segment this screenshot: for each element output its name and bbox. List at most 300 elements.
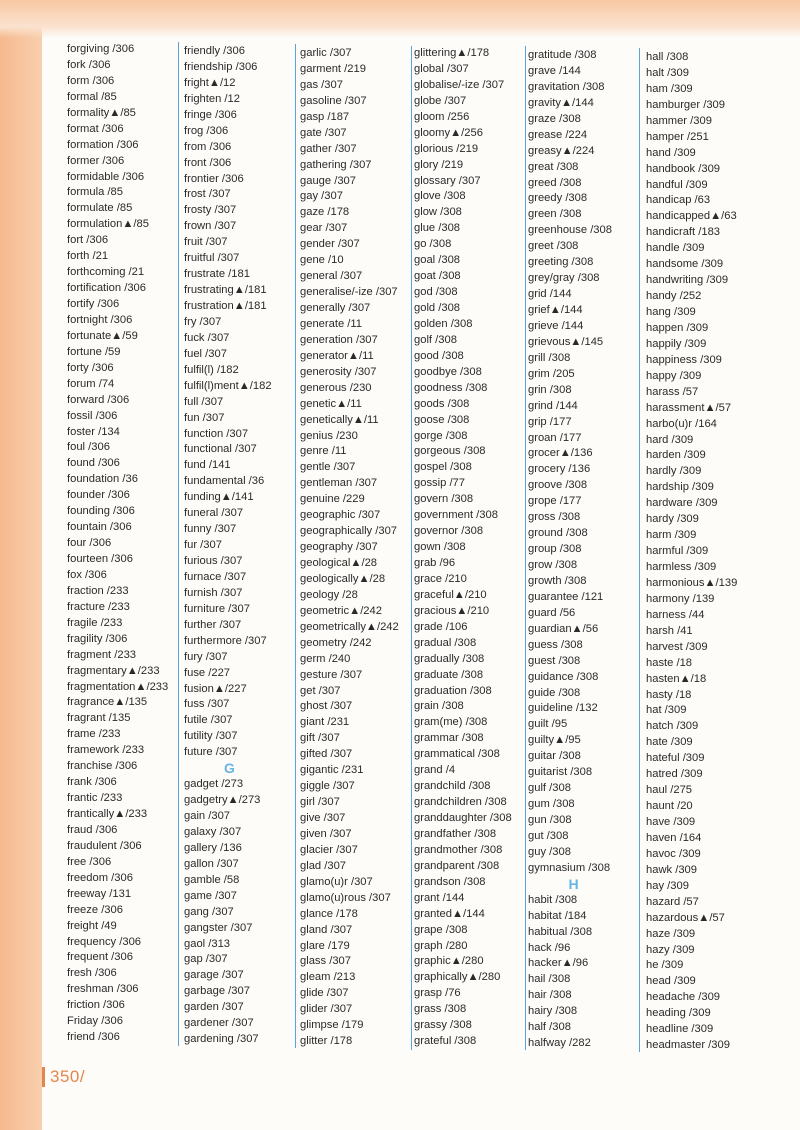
index-entry: fragmentation▲/233	[67, 680, 169, 693]
index-entry: genius /230	[300, 429, 358, 442]
index-entry: guitar /308	[528, 750, 581, 763]
index-entry: generosity /307	[300, 365, 377, 378]
index-entry: gene /10	[300, 254, 344, 267]
index-entry: grandmother /308	[414, 843, 503, 856]
index-entry: four /306	[67, 537, 112, 550]
index-entry: fusion▲/227	[184, 682, 247, 695]
index-entry: fuse /227	[184, 666, 231, 679]
index-entry: garage /307	[184, 969, 244, 982]
index-entry: game /307	[184, 889, 237, 902]
index-entry: forthcoming /21	[67, 266, 145, 279]
index-entry: hazy /309	[646, 943, 695, 956]
index-entry: glorious /219	[414, 142, 479, 155]
index-entry: gross /308	[528, 511, 581, 524]
index-entry: hawk /309	[646, 863, 697, 876]
index-entry: hasten▲/18	[646, 672, 707, 685]
index-entry: gamble /58	[184, 873, 240, 886]
index-entry: haul /275	[646, 784, 693, 797]
index-entry: grandchildren /308	[414, 796, 507, 809]
index-entry: havoc /309	[646, 847, 701, 860]
index-entry: halt /309	[646, 66, 689, 79]
index-entry: format /306	[67, 122, 124, 135]
index-entry: geometrically▲/242	[300, 620, 399, 633]
index-entry: fossil /306	[67, 409, 118, 422]
index-entry: generate /11	[300, 317, 362, 330]
index-entry: genetically▲/11	[300, 413, 379, 426]
index-entry: furthermore /307	[184, 634, 267, 647]
index-entry: girl /307	[300, 796, 340, 809]
index-entry: frequent /306	[67, 951, 133, 964]
index-entry: geographic /307	[300, 509, 381, 522]
index-entry: funding▲/141	[184, 491, 254, 504]
section-letter: H	[568, 875, 579, 892]
index-entry: harvest /309	[646, 640, 708, 653]
index-entry: fulfil(l) /182	[184, 363, 239, 376]
index-entry: hardship /309	[646, 481, 714, 494]
top-color-band	[0, 0, 800, 38]
index-entry: grant /144	[414, 891, 465, 904]
index-entry: grocery /136	[528, 463, 591, 476]
index-entry: happy /309	[646, 369, 702, 382]
index-entry: headache /309	[646, 991, 721, 1004]
index-entry: habitat /184	[528, 909, 587, 922]
index-entry: gloomy▲/256	[414, 126, 483, 139]
index-entry: halfway /282	[528, 1037, 591, 1050]
index-entry: formality▲/85	[67, 106, 136, 119]
index-entry: franchise /306	[67, 760, 138, 773]
index-entry: greeting /308	[528, 256, 594, 269]
index-entry: hate /309	[646, 736, 693, 749]
index-entry: ground /308	[528, 527, 588, 540]
index-entry: glacier /307	[300, 843, 358, 856]
index-entry: forum /74	[67, 377, 115, 390]
index-entry: handsome /309	[646, 258, 724, 271]
index-entry: habit /308	[528, 893, 578, 906]
index-entry: hardware /309	[646, 497, 718, 510]
index-entry: handle /309	[646, 242, 705, 255]
index-entry: galaxy /307	[184, 825, 242, 838]
index-entry: graphic▲/280	[414, 955, 484, 968]
index-entry: from /306	[184, 140, 232, 153]
index-entry: genetic▲/11	[300, 397, 362, 410]
index-entry: greenhouse /308	[528, 224, 612, 237]
index-entry: glow /308	[414, 206, 462, 219]
index-entry: grape /308	[414, 923, 468, 936]
index-column-2	[184, 44, 296, 1048]
index-entry: gallon /307	[184, 857, 239, 870]
index-entry: gum /308	[528, 798, 575, 811]
index-entry: grandfather /308	[414, 827, 497, 840]
index-entry: foster /134	[67, 425, 120, 438]
index-entry: handful /309	[646, 178, 708, 191]
index-entry: freedom /306	[67, 871, 133, 884]
index-entry: grace /210	[414, 572, 467, 585]
index-entry: hamper /251	[646, 130, 709, 143]
index-entry: gear /307	[300, 222, 348, 235]
index-entry: golf /308	[414, 333, 457, 346]
index-entry: handy /252	[646, 290, 702, 303]
index-entry: grim /205	[528, 367, 575, 380]
index-column-5	[528, 48, 640, 1052]
index-entry: handicap /63	[646, 194, 711, 207]
index-entry: gleam /213	[300, 971, 356, 984]
index-entry: granddaughter /308	[414, 812, 512, 824]
index-entry: goodbye /308	[414, 365, 482, 378]
index-entry: gather /307	[300, 142, 357, 155]
index-entry: generation /307	[300, 333, 378, 346]
index-entry: fortification /306	[67, 282, 146, 295]
index-entry: genre /11	[300, 445, 347, 458]
index-entry: guess /308	[528, 638, 583, 651]
index-entry: frontier /306	[184, 172, 244, 185]
index-entry: gaze /178	[300, 206, 350, 219]
index-entry: harsh /41	[646, 624, 693, 637]
index-entry: grateful /308	[414, 1035, 477, 1048]
index-entry: fuel /307	[184, 347, 227, 360]
index-entry: greedy /308	[528, 192, 588, 205]
index-entry: guarantee /121	[528, 590, 604, 603]
index-entry: furnish /307	[184, 586, 243, 599]
index-entry: formulation▲/85	[67, 218, 149, 231]
index-entry: get /307	[300, 684, 341, 697]
index-entry: grin /308	[528, 383, 572, 396]
index-entry: good /308	[414, 349, 464, 362]
index-entry: geometry /242	[300, 636, 372, 649]
index-entry: free /306	[67, 855, 112, 868]
index-entry: glittering▲/178	[414, 47, 490, 59]
index-entry: go /308	[414, 238, 452, 251]
index-entry: hamburger /309	[646, 98, 725, 111]
index-entry: gravity▲/144	[528, 96, 594, 109]
index-entry: guest /308	[528, 654, 581, 667]
index-entry: glimpse /179	[300, 1019, 364, 1032]
index-entry: gradual /308	[414, 636, 477, 649]
index-entry: fuck /307	[184, 331, 230, 344]
index-entry: hasty /18	[646, 688, 692, 701]
index-entry: gas /307	[300, 78, 343, 91]
index-entry: gauge /307	[300, 174, 356, 187]
index-entry: front /306	[184, 156, 232, 169]
index-entry: fragrance▲/135	[67, 696, 148, 709]
index-entry: he /309	[646, 959, 684, 972]
index-entry: harbo(u)r /164	[646, 417, 717, 430]
index-entry: fox /306	[67, 568, 107, 581]
index-entry: gigantic /231	[300, 764, 364, 777]
index-entry: fulfil(l)ment▲/182	[184, 379, 272, 392]
index-entry: glamo(u)r /307	[300, 875, 373, 888]
index-entry: gown /308	[414, 541, 466, 554]
index-entry: giggle /307	[300, 780, 355, 793]
section-letter: G	[224, 760, 235, 777]
index-entry: forgiving /306	[67, 43, 135, 55]
index-entry: full /307	[184, 395, 224, 408]
index-entry: gadgetry▲/273	[184, 794, 261, 807]
index-entry: geology /28	[300, 588, 358, 601]
index-entry: gymnasium /308	[528, 861, 611, 874]
index-entry: hay /309	[646, 879, 689, 892]
index-entry: hateful /309	[646, 752, 705, 765]
index-entry: groan /177	[528, 431, 582, 444]
index-entry: gold /308	[414, 302, 461, 314]
index-entry: glass /307	[300, 955, 351, 968]
index-entry: fur /307	[184, 539, 222, 552]
index-entry: frustrate /181	[184, 268, 250, 281]
index-entry: handwriting /309	[646, 274, 729, 287]
index-entry: fry /307	[184, 315, 222, 328]
index-entry: glove /308	[414, 190, 466, 203]
index-entry: glossary /307	[414, 174, 481, 187]
index-entry: glare /179	[300, 939, 350, 952]
index-entry: goal /308	[414, 254, 461, 267]
index-entry: form /306	[67, 74, 115, 87]
index-entry: gravitation /308	[528, 80, 605, 93]
index-entry: general /307	[300, 270, 363, 283]
index-entry: grammatical /308	[414, 748, 500, 761]
index-entry: foundation /36	[67, 473, 138, 486]
index-entry: geographically /307	[300, 525, 398, 538]
index-entry: freeway /131	[67, 887, 132, 900]
index-entry: ghost /307	[300, 700, 353, 713]
index-entry: half /308	[528, 1021, 571, 1034]
index-entry: greasy▲/224	[528, 144, 595, 157]
index-entry: frank /306	[67, 776, 117, 789]
index-entry: gorge /308	[414, 429, 468, 442]
index-entry: fun /307	[184, 411, 225, 424]
index-entry: gathering /307	[300, 158, 372, 171]
index-entry: gasoline /307	[300, 94, 367, 107]
index-entry: fragmentary▲/233	[67, 664, 160, 677]
index-entry: frost /307	[184, 188, 231, 201]
index-entry: global /307	[414, 62, 469, 75]
index-entry: gasp /187	[300, 110, 350, 123]
index-entry: hardly /309	[646, 465, 702, 478]
index-entry: harm /309	[646, 529, 697, 542]
index-entry: frantic /233	[67, 792, 123, 805]
index-entry: growth /308	[528, 574, 587, 587]
index-entry: headline /309	[646, 1023, 714, 1036]
index-entry: heading /309	[646, 1007, 711, 1020]
index-entry: guidance /308	[528, 670, 599, 683]
side-color-band	[0, 0, 42, 1130]
index-entry: hang /309	[646, 306, 696, 318]
index-entry: graph /280	[414, 939, 468, 952]
index-entry: greed /308	[528, 176, 582, 189]
index-entry: graduate /308	[414, 668, 484, 681]
index-entry: globe /307	[414, 94, 467, 107]
index-entry: formal /85	[67, 90, 117, 103]
index-entry: gifted /307	[300, 748, 353, 761]
index-entry: frosty /307	[184, 204, 237, 217]
index-entry: fresh /306	[67, 967, 117, 980]
index-entry: fury /307	[184, 650, 228, 663]
index-entry: habitual /308	[528, 925, 593, 938]
index-entry: hairy /308	[528, 1005, 578, 1018]
index-entry: harmonious▲/139	[646, 576, 738, 589]
index-entry: frustration▲/181	[184, 300, 267, 312]
index-entry: frighten /12	[184, 92, 240, 105]
index-entry: harmful /309	[646, 545, 709, 558]
index-entry: harass /57	[646, 385, 699, 398]
index-entry: gentleman /307	[300, 477, 378, 490]
index-entry: granted▲/144	[414, 907, 485, 920]
index-entry: grandchild /308	[414, 780, 491, 793]
index-column-1	[67, 42, 179, 1046]
index-entry: funeral /307	[184, 507, 244, 520]
index-entry: grade /106	[414, 620, 468, 633]
index-entry: frame /233	[67, 728, 121, 741]
index-entry: guy /308	[528, 845, 571, 858]
index-entry: fortnight /306	[67, 313, 133, 326]
index-entry: garden /307	[184, 1001, 244, 1014]
index-entry: fundamental /36	[184, 475, 265, 488]
index-entry: graduation /308	[414, 684, 492, 697]
index-entry: gaol /313	[184, 937, 231, 950]
index-entry: haunt /20	[646, 800, 693, 813]
index-entry: hatred /309	[646, 768, 703, 781]
index-entry: formula /85	[67, 186, 123, 199]
index-entry: goods /308	[414, 397, 470, 410]
index-entry: friendship /306	[184, 60, 258, 73]
index-column-6	[646, 50, 758, 1054]
index-entry: frown /307	[184, 220, 237, 233]
index-entry: grief▲/144	[528, 304, 583, 316]
index-entry: generous /230	[300, 381, 372, 394]
index-entry: former /306	[67, 154, 125, 167]
index-entry: handicraft /183	[646, 226, 721, 239]
index-entry: glitter /178	[300, 1035, 353, 1048]
index-entry: fright▲/12	[184, 76, 236, 89]
index-entry: guilt /95	[528, 718, 568, 731]
index-entry: freshman /306	[67, 983, 139, 996]
index-entry: gradually /308	[414, 652, 485, 665]
index-entry: fourteen /306	[67, 553, 133, 565]
index-entry: happily /309	[646, 337, 707, 350]
index-entry: frustrating▲/181	[184, 284, 267, 297]
index-entry: generalise/-ize /307	[300, 286, 398, 299]
index-entry: gorgeous /308	[414, 445, 486, 458]
index-entry: handicapped▲/63	[646, 210, 737, 223]
index-entry: globalise/-ize /307	[414, 78, 505, 91]
index-entry: governor /308	[414, 525, 484, 538]
index-entry: haze /309	[646, 927, 696, 940]
index-entry: freight /49	[67, 919, 117, 932]
index-entry: gentle /307	[300, 461, 356, 474]
index-entry: hazardous▲/57	[646, 911, 725, 924]
index-entry: gospel /308	[414, 461, 472, 474]
index-entry: further /307	[184, 618, 242, 631]
index-entry: happen /309	[646, 321, 709, 334]
index-entry: hail /308	[528, 973, 571, 986]
index-entry: gay /307	[300, 190, 343, 203]
index-entry: geography /307	[300, 541, 378, 554]
index-entry: gang /307	[184, 905, 234, 918]
index-entry: grasp /76	[414, 987, 461, 1000]
index-entry: gadget /273	[184, 778, 244, 791]
index-entry: grip /177	[528, 415, 572, 428]
index-entry: ham /309	[646, 82, 693, 95]
index-entry: frequency /306	[67, 935, 142, 948]
index-entry: fragility /306	[67, 632, 128, 645]
index-entry: gulf /308	[528, 782, 571, 795]
index-entry: furious /307	[184, 555, 243, 567]
index-entry: grassy /308	[414, 1019, 472, 1032]
index-entry: groove /308	[528, 479, 588, 492]
index-entry: hard /309	[646, 433, 694, 446]
index-entry: generally /307	[300, 302, 371, 314]
index-entry: guide /308	[528, 686, 581, 699]
index-entry: gland /307	[300, 923, 353, 936]
index-entry: gun /308	[528, 814, 572, 826]
index-entry: grandparent /308	[414, 859, 500, 872]
index-entry: gangster /307	[184, 921, 253, 934]
index-entry: genuine /229	[300, 493, 365, 506]
index-entry: gratitude /308	[528, 49, 597, 61]
index-entry: guitarist /308	[528, 766, 593, 779]
index-entry: gut /308	[528, 829, 569, 842]
index-entry: fortunate▲/59	[67, 329, 138, 342]
index-entry: fringe /306	[184, 108, 237, 121]
index-entry: funny /307	[184, 523, 237, 536]
index-entry: foul /306	[67, 441, 110, 454]
index-entry: grow /308	[528, 559, 578, 571]
index-entry: fortify /306	[67, 298, 120, 310]
index-entry: harmless /309	[646, 561, 717, 573]
index-entry: grill /308	[528, 351, 571, 364]
index-entry: god /308	[414, 286, 458, 299]
index-entry: fraction /233	[67, 584, 129, 597]
index-entry: glance /178	[300, 907, 358, 920]
index-entry: framework /233	[67, 744, 145, 757]
index-entry: gardener /307	[184, 1017, 254, 1030]
index-entry: haste /18	[646, 656, 693, 669]
index-entry: founding /306	[67, 505, 135, 518]
index-entry: hand /309	[646, 146, 696, 159]
index-entry: harden /309	[646, 449, 706, 462]
index-entry: gracious▲/210	[414, 604, 490, 617]
index-entry: fragrant /135	[67, 712, 131, 725]
index-entry: government /308	[414, 509, 498, 522]
index-entry: gesture /307	[300, 668, 363, 681]
index-entry: group /308	[528, 543, 582, 556]
index-entry: formidable /306	[67, 170, 145, 183]
index-entry: given /307	[300, 827, 352, 840]
index-entry: gram(me) /308	[414, 716, 488, 729]
index-entry: fountain /306	[67, 521, 132, 534]
index-entry: hacker▲/96	[528, 957, 589, 970]
index-entry: garlic /307	[300, 47, 352, 59]
index-entry: fraudulent /306	[67, 839, 142, 852]
index-entry: frog /306	[184, 124, 229, 137]
index-entry: grind /144	[528, 399, 578, 412]
index-entry: hall /308	[646, 51, 689, 63]
index-entry: fragile /233	[67, 616, 123, 629]
index-entry: golden /308	[414, 317, 473, 330]
index-entry: grid /144	[528, 288, 572, 301]
index-entry: grammar /308	[414, 732, 484, 745]
index-entry: harassment▲/57	[646, 401, 732, 414]
index-entry: forth /21	[67, 250, 109, 263]
index-entry: grab /96	[414, 557, 456, 569]
index-entry: fruit /307	[184, 236, 228, 249]
index-entry: hair /308	[528, 989, 572, 1002]
index-entry: generator▲/11	[300, 349, 374, 362]
index-entry: glider /307	[300, 1003, 353, 1016]
index-entry: gap /307	[184, 953, 228, 966]
index-entry: hardy /309	[646, 513, 699, 526]
index-entry: glad /307	[300, 859, 347, 872]
index-entry: grease /224	[528, 128, 588, 141]
index-entry: hatch /309	[646, 720, 699, 733]
